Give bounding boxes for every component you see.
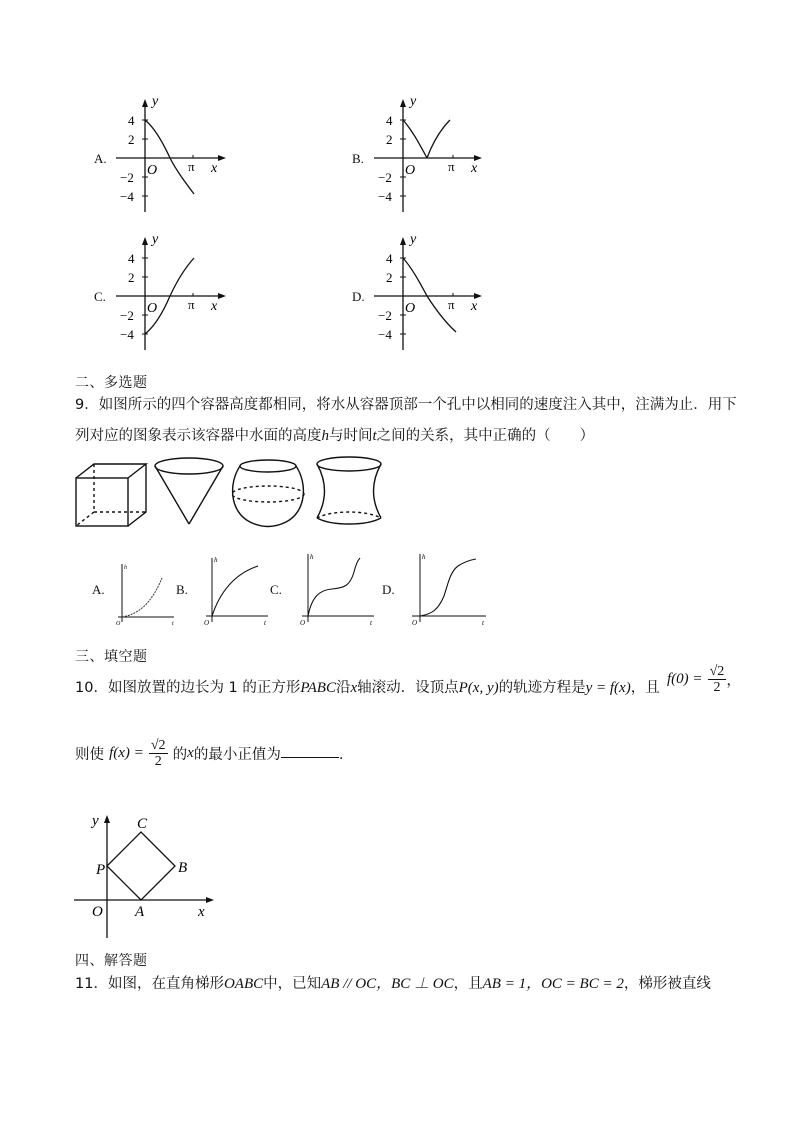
pi-label: π bbox=[188, 297, 195, 312]
tick-neg4: −4 bbox=[378, 189, 392, 204]
tick-neg2: −2 bbox=[378, 170, 392, 185]
q10-line2 bbox=[75, 738, 353, 769]
section-heading-solutions: 四、解答题 bbox=[75, 953, 148, 969]
t-label: t bbox=[172, 621, 174, 627]
t-label: t bbox=[482, 619, 484, 627]
answer-blank[interactable] bbox=[281, 743, 339, 758]
q9-option-b[interactable] bbox=[176, 548, 271, 628]
sqrt2-over-2 bbox=[149, 738, 168, 769]
q9-graph-a bbox=[90, 552, 180, 627]
q9-text: 之间的关系，其中正确的（ ） bbox=[376, 428, 595, 444]
condition-2: AB = 1，OC = BC = 2 bbox=[482, 976, 624, 992]
pi-label: π bbox=[188, 159, 195, 174]
q11-line1 bbox=[75, 972, 711, 993]
q8-graph-d bbox=[350, 228, 500, 353]
q11-text: 11．如图，在直角梯形 bbox=[75, 976, 224, 992]
h-label: h bbox=[124, 565, 127, 571]
sphere-container bbox=[232, 460, 304, 527]
q9-text: 列对应的图象表示该容器中水面的高度 bbox=[75, 428, 322, 444]
pi-label: π bbox=[448, 297, 455, 312]
q8-option-c[interactable] bbox=[90, 228, 240, 353]
vertex-a-label: A bbox=[135, 904, 145, 920]
option-label: C. bbox=[270, 582, 282, 597]
q10-text: 轴滚动．设顶点 bbox=[357, 680, 459, 696]
q8-option-b[interactable] bbox=[350, 90, 500, 215]
q10-text: 的 bbox=[172, 747, 188, 763]
q11-text: ，且 bbox=[453, 976, 483, 992]
q8-option-d[interactable] bbox=[350, 228, 500, 353]
origin-label: O bbox=[204, 619, 210, 627]
q9-option-a[interactable] bbox=[90, 552, 180, 627]
origin-label: O bbox=[412, 619, 418, 627]
q10-f0-expression bbox=[667, 664, 741, 695]
tick-4: 4 bbox=[128, 251, 135, 266]
origin-label: O bbox=[92, 904, 103, 920]
tick-neg2: −2 bbox=[120, 170, 134, 185]
x-axis-label: x bbox=[198, 904, 205, 920]
q10-text: 的最小正值为 bbox=[193, 747, 281, 763]
t-label: t bbox=[370, 619, 372, 627]
q11-text: ，梯形被直线 bbox=[623, 976, 711, 992]
denominator: 2 bbox=[713, 680, 721, 695]
comma: ， bbox=[726, 673, 741, 689]
h-label: h bbox=[310, 553, 314, 561]
cone-container bbox=[155, 458, 223, 524]
var-x: x bbox=[350, 680, 358, 696]
square-figure bbox=[70, 810, 220, 940]
tick-2: 2 bbox=[386, 270, 393, 285]
var-t: t bbox=[372, 428, 377, 444]
hourglass-container bbox=[317, 457, 381, 524]
origin-label: O bbox=[405, 301, 416, 316]
q10-text: 则使 bbox=[75, 747, 104, 763]
tick-2: 2 bbox=[386, 132, 393, 147]
q10-text: 10．如图放置的边长为 1 的正方形 bbox=[75, 680, 301, 696]
origin-label: O bbox=[405, 163, 416, 178]
vertex-p-label: P bbox=[96, 862, 106, 878]
q9-option-c[interactable] bbox=[270, 546, 380, 628]
var-h: h bbox=[321, 428, 329, 444]
q10-text: 沿 bbox=[335, 680, 351, 696]
tick-neg2: −2 bbox=[378, 308, 392, 323]
q11-text: 中，已知 bbox=[263, 976, 322, 992]
q9-text: 与时间 bbox=[329, 428, 373, 444]
trapezoid-name: OABC bbox=[223, 976, 264, 992]
q9-graph-b bbox=[176, 548, 271, 628]
numerator: √2 bbox=[150, 738, 166, 753]
y-axis-label: y bbox=[410, 94, 417, 109]
x-axis-label: x bbox=[471, 161, 478, 176]
y-axis-label: y bbox=[152, 94, 159, 109]
tick-neg4: −4 bbox=[120, 189, 134, 204]
y-axis-label: y bbox=[92, 813, 99, 829]
origin-label: O bbox=[116, 621, 121, 627]
period: ． bbox=[338, 747, 354, 763]
option-label: B. bbox=[352, 151, 364, 166]
y-axis-label: y bbox=[410, 232, 417, 247]
numerator: √2 bbox=[709, 664, 725, 679]
tick-4: 4 bbox=[386, 113, 393, 128]
tick-4: 4 bbox=[128, 113, 135, 128]
x-axis-label: x bbox=[471, 299, 478, 314]
option-label: C. bbox=[94, 289, 106, 304]
q9-graph-c bbox=[270, 546, 380, 628]
origin-label: O bbox=[300, 619, 306, 627]
q10-text: 的轨迹方程是 bbox=[498, 680, 586, 696]
q8-graph-c bbox=[90, 228, 240, 353]
tick-neg4: −4 bbox=[120, 327, 134, 342]
origin-label: O bbox=[147, 301, 158, 316]
trajectory-equation: y = f(x) bbox=[585, 680, 631, 696]
option-label: A. bbox=[94, 151, 107, 166]
q9-line2 bbox=[75, 424, 594, 445]
point-p: P(x, y) bbox=[458, 680, 499, 696]
option-label: A. bbox=[92, 582, 105, 597]
h-label: h bbox=[214, 556, 218, 564]
q9-option-d[interactable] bbox=[382, 546, 492, 628]
x-axis-label: x bbox=[211, 161, 218, 176]
tick-2: 2 bbox=[128, 132, 135, 147]
denominator: 2 bbox=[154, 754, 162, 769]
containers-figure bbox=[70, 454, 400, 534]
q9-graph-d bbox=[382, 546, 492, 628]
x-axis-label: x bbox=[211, 299, 218, 314]
condition-1: AB // OC，BC ⊥ OC bbox=[321, 976, 454, 992]
tick-4: 4 bbox=[386, 251, 393, 266]
option-label: D. bbox=[382, 582, 395, 597]
f0-label: f(0) = bbox=[667, 671, 703, 687]
tick-neg2: −2 bbox=[120, 308, 134, 323]
section-heading-fill-in: 三、填空题 bbox=[75, 649, 148, 665]
q10-line1 bbox=[75, 676, 660, 697]
y-axis-label: y bbox=[152, 232, 159, 247]
q8-graph-a bbox=[90, 90, 240, 215]
var-x: x bbox=[187, 745, 194, 761]
option-label: D. bbox=[352, 289, 365, 304]
t-label: t bbox=[264, 619, 266, 627]
tick-neg4: −4 bbox=[378, 327, 392, 342]
q9-line1: 9．如图所示的四个容器高度都相同，将水从容器顶部一个孔中以相同的速度注入其中，注满为止．用下 bbox=[75, 397, 737, 413]
tick-2: 2 bbox=[128, 270, 135, 285]
pi-label: π bbox=[448, 159, 455, 174]
sqrt2-over-2 bbox=[708, 664, 727, 695]
h-label: h bbox=[422, 553, 426, 561]
square-name: PABC bbox=[300, 680, 336, 696]
vertex-c-label: C bbox=[137, 816, 148, 832]
cube-container bbox=[76, 464, 146, 526]
q8-graph-b bbox=[350, 90, 500, 215]
origin-label: O bbox=[147, 163, 158, 178]
section-heading-multi-choice: 二、多选题 bbox=[75, 375, 148, 391]
q10-text: ，且 bbox=[630, 680, 660, 696]
option-label: B. bbox=[176, 582, 188, 597]
fx-label: f(x) = bbox=[109, 745, 144, 761]
vertex-b-label: B bbox=[178, 860, 188, 876]
q8-option-a[interactable] bbox=[90, 90, 240, 215]
